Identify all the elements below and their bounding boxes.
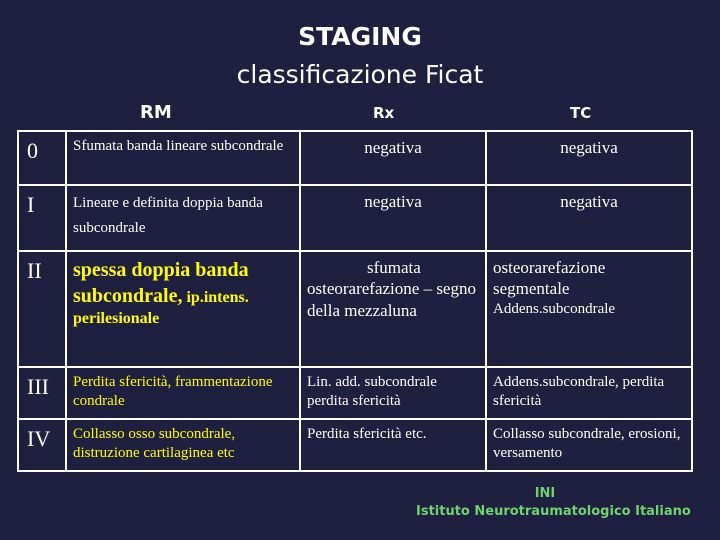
rx-cell: negativa: [300, 131, 486, 185]
stage-cell: II: [18, 251, 66, 367]
table-row-stage-1: [18, 185, 692, 251]
tc-cell: negativa: [486, 131, 692, 185]
rm-extra-text: ip.intens. perilesionale: [73, 289, 249, 327]
slide-title: STAGING: [298, 22, 422, 51]
rx-cell: Perdita sfericità etc.: [300, 419, 486, 471]
table-row-stage-3: [18, 367, 692, 419]
stage-cell: I: [18, 185, 66, 251]
stage-cell: IV: [18, 419, 66, 471]
column-header-rx: Rx: [373, 104, 395, 122]
table-row-stage-4: [18, 419, 692, 471]
slide-subtitle: classificazione Ficat: [236, 60, 484, 89]
table-row-stage-0: [18, 131, 692, 185]
rm-cell: [66, 251, 300, 367]
stage-cell: III: [18, 367, 66, 419]
rm-cell: Perdita sfericità, frammentazione condrale: [66, 367, 300, 419]
rm-main-text: spessa doppia banda subcondrale,: [73, 259, 249, 307]
tc-cell: Collasso subcondrale, erosioni, versamento: [486, 419, 692, 471]
tc-extra-text: Addens.subcondrale: [493, 300, 616, 317]
tc-cell: Addens.subcondrale, perdita sfericità: [486, 367, 692, 419]
stage-cell: 0: [18, 131, 66, 185]
rm-cell: Collasso osso subcondrale, distruzione cartilaginea etc: [66, 419, 300, 471]
rx-cell: Lin. add. subcondrale perdita sfericità: [300, 367, 486, 419]
tc-cell: [486, 251, 692, 367]
tc-cell: negativa: [486, 185, 692, 251]
footer-institute-name: Istituto Neurotraumatologico Italiano: [416, 504, 691, 519]
column-header-rm: RM: [140, 102, 172, 123]
rx-cell: negativa: [300, 185, 486, 251]
footer-institute-acronym: INI: [534, 486, 556, 501]
rx-cell: sfumata osteorarefazione – segno della mezzaluna: [300, 251, 486, 367]
tc-main-text: osteorarefazione segmentale: [493, 258, 606, 299]
rm-cell: Sfumata banda lineare subcondrale: [66, 131, 300, 185]
staging-table: [17, 130, 693, 472]
rm-cell: Lineare e definita doppia banda subcondrale: [66, 185, 300, 251]
column-header-tc: TC: [570, 104, 592, 122]
table-row-stage-2: [18, 251, 692, 367]
